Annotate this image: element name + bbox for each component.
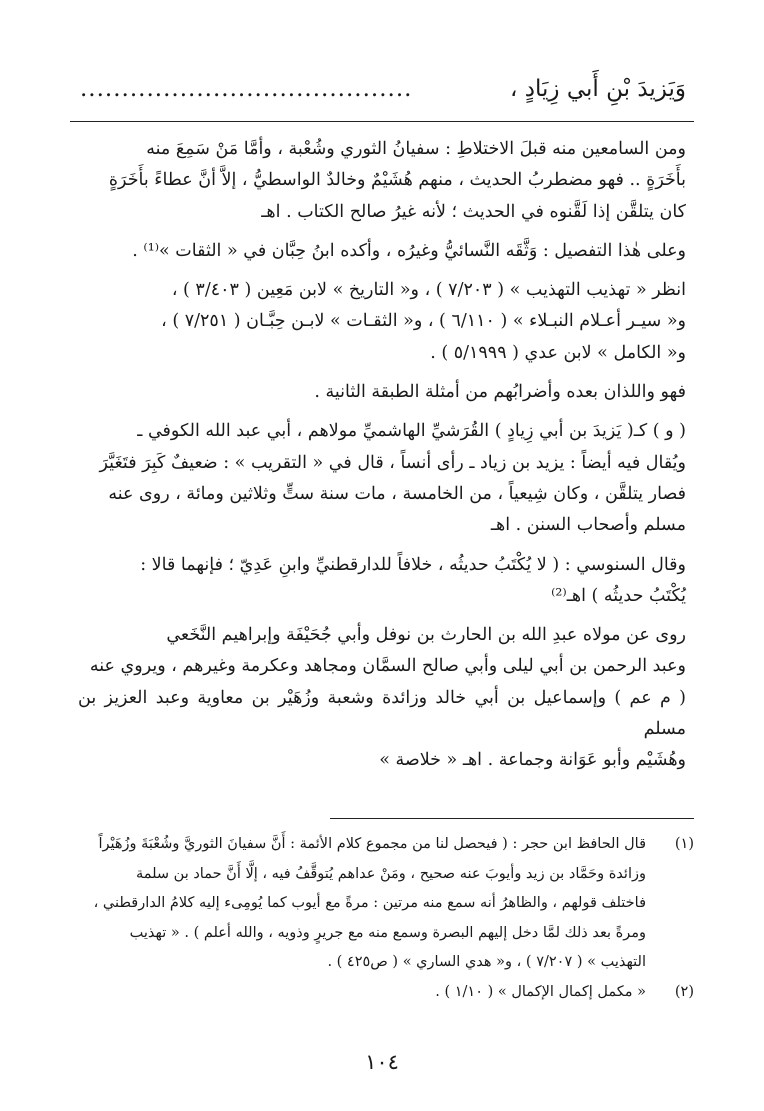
text-line: مسلم وأصحاب السنن . اهـ [490,515,686,536]
footnote-text [70,830,646,978]
text-line: و« سيـر أعـلام النبـلاء » ( ٦/١١٠ ) ، و« الثقـات » لابـن حِبَّـان ( ٧/٢٥١ ) ، [161,311,686,332]
footnote-line: « مكمل إكمال الإكمال » ( ١/١٠ ) . [435,983,646,1000]
text-line: وعبد الرحمن بن أبي ليلى وأبي صالح السمَّان ومجاهد وعكرمة وغيرهم ، ويروي عنه [89,656,686,677]
paragraph [78,620,686,776]
footnote-line: قال الحافظ ابن حجر : ( فيحصل لنا من مجموع كلام الأئمة : أَنَّ سفيانَ الثوريَّ وشُعْبَةَ وزُهَيْراً [98,836,646,852]
paragraph [78,416,686,541]
paragraph [78,550,686,613]
footnote-number: (١) [674,836,694,852]
text-line: روى عن مولاه عبدِ الله بن الحارث بن نوفل وأبي جُحَيْفَة وإبراهيم النَّخَعي [166,625,686,646]
footnote-number: (٢) [674,983,694,1000]
page-number: ١٠٤ [365,1050,399,1074]
header-rule [70,121,694,122]
footnote-2 [70,978,694,1008]
footnote-separator [330,818,694,819]
footnote-line: ومرةً بعد ذلك لمَّا دخل إليهم البصرة وسمع منه مع جريرٍ وذويه ، والله أعلم ) . « تهذيب [129,924,646,941]
text-line: ويُقال فيه أيضاً : يزيد بن زياد ـ رأى أنساً ، قال في « التقريب » : ضعيفٌ كَبِرَ فتَغَيَّرَ [99,452,686,473]
text-line: بأَخَرَةٍ .. فهو مضطربُ الحديث ، منهم هُشَيْمٌ وخالدٌ الواسطيُّ ، إلاَّ أنَّ عطاءً بأَخَرَةٍ [108,170,686,191]
text-line: وهُشَيْم وأبو عَوَانة وجماعة . اهـ « خلاصة » [379,750,686,771]
text-line: ( م عم ) وإسماعيل بن أبي خالد وزائدة وشعبة وزُهَيْر بن معاوية وعبد العزيز بن مسلم [78,687,686,740]
header-dot-leader: ........................................ [80,76,413,102]
paragraph [78,236,686,267]
footnote-line: التهذيب » ( ٧/٢٠٧ ) ، و« هدي الساري » ( ص٤٢٥ ) . [327,954,646,970]
text-line: ومن السامعين منه قبلَ الاختلاطِ : سفيانُ الثوري وشُعْبة ، وأمَّا مَنْ سَمِعَ منه [146,139,686,159]
footnote-1 [70,830,694,978]
text-line: انظر « تهذيب التهذيب » ( ٧/٢٠٣ ) ، و« التاريخ » لابن مَعِين ( ٣/٤٠٣ ) ، [171,280,686,301]
text-line: كان يتلقَّن إذا لَقَّنوه في الحديث ؛ لأنه غيرُ صالح الكتاب . اهـ [261,201,686,222]
text-line: فصار يتلقَّن ، وكان شِيعياً ، من الخامسة ، مات سنة ستٍّ وثلاثين ومائة ، روى عنه [108,483,686,504]
text-line: فهو واللذان بعده وأضرابُهم من أمثلة الطبقة الثانية . [314,382,686,403]
footnote-line: فاختلف قولهم ، والظاهرُ أنه سمع منه مرتين : مرةً مع أيوب كما يُومِىء إليه كلامُ الدارقطني ، [93,895,646,911]
text-line: وعلى هٰذا التفصيل : وَثَّقَه النَّسائيُّ وغيرُه ، وأكده ابنُ حِبَّان في « الثقات »⁽¹⁾ . [132,240,686,261]
header-title: وَيَزيدَ بْنِ أَبي زِيَادٍ ، [510,76,686,102]
text-line: وقال السنوسي : ( لا يُكْتَبُ حديثُه ، خلافاً للدارقطنيِّ وابنِ عَدِيّ ؛ فإنهما قالا : [140,554,686,575]
main-text [78,134,686,777]
footnote-line: وزائدة وحَمَّاد بن زيد وأيوبَ عنه صحيح ، ومَنْ عداهم يُتوقَّفُ فيه ، إلَّا أَنَّ حماد بن سلمة [135,865,646,882]
paragraph [78,134,686,228]
text-line: ( و ) كـ( يَزيدَ بن أبي زِيادٍ ) القُرَشيِّ الهاشميِّ مولاهم ، أبي عبد الله الكوفي ـ [137,421,686,442]
paragraph [78,377,686,408]
running-header [70,70,694,108]
paragraph [78,275,686,369]
footnotes [70,830,694,1007]
footnote-text [70,978,646,1008]
text-line: و« الكامل » لابن عدي ( ٥/١٩٩٩ ) . [430,342,686,363]
text-line: يُكْتَبُ حديثُه ) اهـ⁽²⁾ [551,585,686,606]
